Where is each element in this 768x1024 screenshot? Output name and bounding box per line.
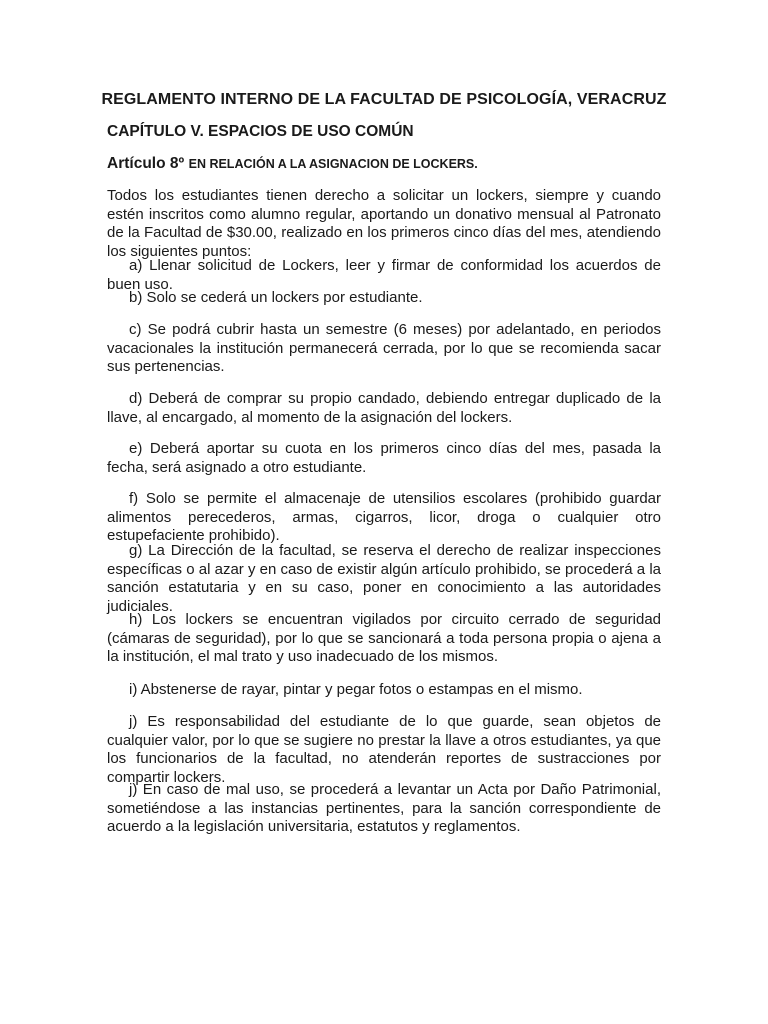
article-number: Artículo 8º [107,155,185,172]
item-f-paragraph: f) Solo se permite el almacenaje de utensilios escolares (prohibido guardar alimentos perecederos, armas, cigarros, licor, droga o cualquier otro estupefaciente prohibido). [107,490,661,544]
item-d-paragraph: d) Deberá de comprar su propio candado, debiendo entregar duplicado de la llave, al encargado, al momento de la asignación del lockers. [107,390,661,426]
item-j-paragraph: j) Es responsabilidad del estudiante de lo que guarde, sean objetos de cualquier valor, por lo que se sugiere no prestar la llave a otros estudiantes, ya que los funcionarios de la facultad, no atenderán reportes de sustracciones por compartir lockers. [107,713,661,786]
item-b-paragraph: b) Solo se cederá un lockers por estudiante. [129,289,423,306]
intro-paragraph: Todos los estudiantes tienen derecho a solicitar un lockers, siempre y cuando estén inscritos como alumno regular, aportando un donativo mensual al Patronato de la Facultad de $30.00, realizado en los primeros cinco días del mes, atendiendo los siguientes puntos: [107,187,661,260]
article-heading [107,155,478,173]
item-i-paragraph: i) Abstenerse de rayar, pintar y pegar fotos o estampas en el mismo. [129,681,583,698]
item-a-paragraph: a) Llenar solicitud de Lockers, leer y firmar de conformidad los acuerdos de buen uso. [107,257,661,293]
item-c-paragraph: c) Se podrá cubrir hasta un semestre (6 meses) por adelantado, en periodos vacacionales la institución permanecerá cerrada, por lo que se recomienda sacar sus pertenencias. [107,321,661,375]
chapter-heading: CAPÍTULO V. ESPACIOS DE USO COMÚN [107,123,414,140]
item-j2-paragraph: j) En caso de mal uso, se procederá a levantar un Acta por Daño Patrimonial, sometiéndose a las instancias pertinentes, para la sanción correspondiente de acuerdo a la legislación universitaria, estatutos y reglamentos. [107,781,661,835]
item-e-paragraph: e) Deberá aportar su cuota en los primeros cinco días del mes, pasada la fecha, será asignado a otro estudiante. [107,440,661,476]
item-g-paragraph: g) La Dirección de la facultad, se reserva el derecho de realizar inspecciones específicas o al azar y en caso de existir algún artículo prohibido, se procederá a la sanción estatutaria y en su caso, poner en conocimiento a las autoridades judiciales. [107,542,661,615]
article-subject: EN RELACIÓN A LA ASIGNACION DE LOCKERS. [188,157,478,171]
item-h-paragraph: h) Los lockers se encuentran vigilados por circuito cerrado de seguridad (cámaras de seguridad), por lo que se sancionará a toda persona propia o ajena a la institución, el mal trato y uso inadecuado de los mismos. [107,611,661,665]
document-title: REGLAMENTO INTERNO DE LA FACULTAD DE PSICOLOGÍA, VERACRUZ [101,91,667,108]
